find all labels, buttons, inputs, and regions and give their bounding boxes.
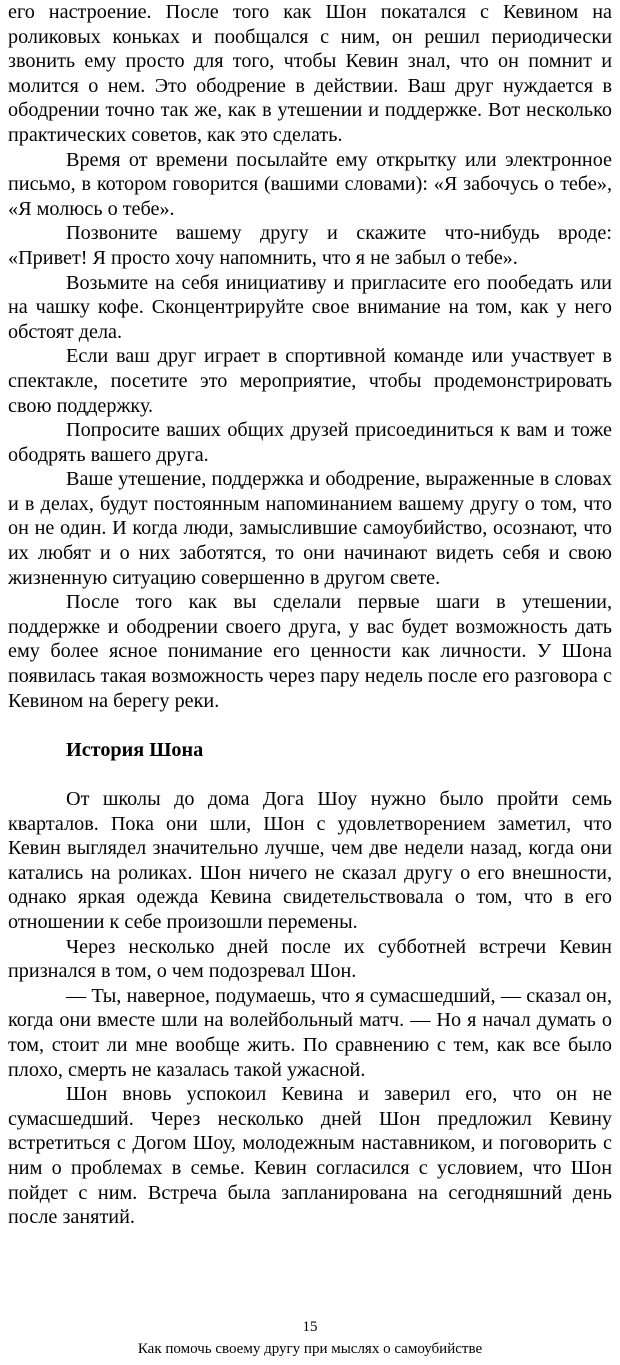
paragraph: После того как вы сделали первые шаги в утешении, поддержке и ободрении своего друга, у вас будет возможность дать ему более ясное понимание его ценности как личности. У Шона появилась такая возможность через пару недель после его разговора с Кевином на берегу реки.	[8, 591, 612, 712]
section-heading: История Шона	[66, 738, 204, 761]
paragraph: Позвоните вашему другу и скажите что-нибудь вроде: «Привет! Я просто хочу напомнить, что я не забыл о тебе».	[8, 222, 612, 269]
paragraph: Возьмите на себя инициативу и пригласите его пообедать или на чашку кофе. Сконцентрируйте свое внимание на том, как у него обстоят дела.	[8, 271, 612, 343]
paragraph: — Ты, наверное, подумаешь, что я сумасшедший, — сказал он, когда они вместе шли на волейбольный матч. — Но я начал думать о том, стоит ли мне вообще жить. По сравнению с тем, как все было плохо, смерть не казалась такой ужасной.	[8, 984, 612, 1081]
page-number: 15	[302, 1319, 318, 1335]
paragraph: Время от времени посылайте ему открытку или электронное письмо, в котором говорится (вашими словами): «Я забочусь о тебе», «Я молюсь о тебе».	[8, 148, 612, 220]
paragraph: Если ваш друг играет в спортивной команде или участвует в спектакле, посетите это мероприятие, чтобы продемонстрировать свою поддержку.	[8, 345, 612, 417]
paragraph: Шон вновь успокоил Кевина и заверил его, что он не сумасшедший. Через несколько дней Шон предложил Кевину встретиться с Догом Шоу, молодежным наставником, и поговорить с ним о проблемах в семье. Кевин согласился с условием, что Шон пойдет с ним. Встреча была запланирована на сегодняшний день после занятий.	[8, 1083, 612, 1229]
paragraph: его настроение. После того как Шон покатался с Кевином на роликовых коньках и пообщался с ним, он решил периодически звонить ему просто для того, чтобы Кевин знал, что он помнит и молится о нем. Это ободрение в действии. Ваш друг нуждается в ободрении точно так же, как в утешении и поддержке. Вот несколько практических советов, как это сделать.	[8, 1, 612, 146]
body-text	[8, 0, 612, 1230]
running-footer-title: Как помочь своему другу при мыслях о самоубийстве	[137, 1341, 483, 1357]
paragraph: Ваше утешение, поддержка и ободрение, выраженные в словах и в делах, будут постоянным напоминанием вашему другу о том, что он не один. И когда люди, замыслившие самоубийство, осознают, что их любят и о них заботятся, то они начинают видеть себя и свою жизненную ситуацию совершенно в другом свете.	[8, 468, 612, 589]
paragraph: От школы до дома Дога Шоу нужно было пройти семь кварталов. Пока они шли, Шон с удовлетворением заметил, что Кевин выглядел значительно лучше, чем две недели назад, когда они катались на роликах. Шон ничего не сказал другу о его внешности, однако яркая одежда Кевина свидетельствовала о том, что в его отношении к себе произошли перемены.	[8, 788, 612, 933]
paragraph: Попросите ваших общих друзей присоединиться к вам и тоже ободрять вашего друга.	[8, 419, 612, 466]
paragraph: Через несколько дней после их субботней встречи Кевин признался в том, о чем подозревал Шон.	[8, 935, 612, 983]
